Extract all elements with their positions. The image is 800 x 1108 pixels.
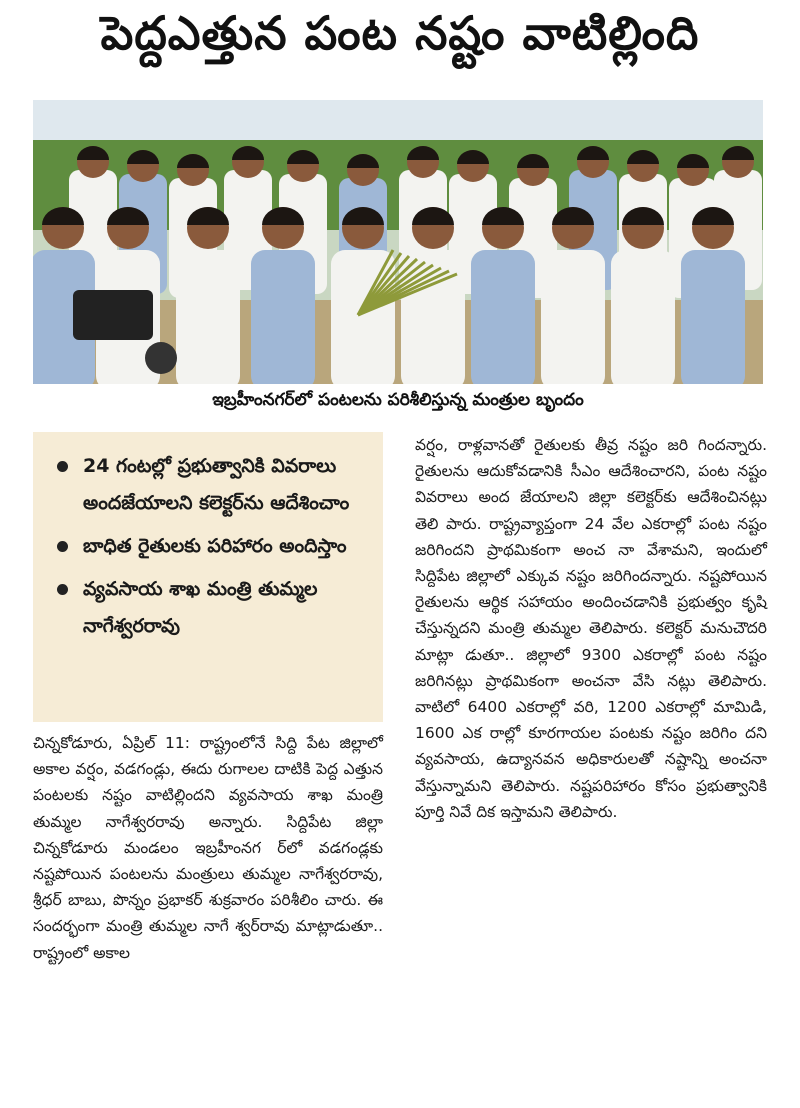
bullet-icon [57,584,68,595]
bullet-icon [57,461,68,472]
person-body [541,250,605,384]
bullet-icon [57,541,68,552]
person-body [331,250,395,384]
person-body [611,250,675,384]
highlight-item: 24 గంటల్లో ప్రభుత్వానికి వివరాలు అందజేయాలని కలెక్టర్‌ను ఆదేశించాం [55,448,367,522]
person-body [471,250,535,384]
camera-lens-icon [145,342,177,374]
highlights-box [33,432,383,722]
article-text: వర్షం, రాళ్లవానతో రైతులకు తీవ్ర నష్టం జరి గిందన్నారు. రైతులను ఆదుకోవడానికి సీఎం ఆదేశించారని, పంట నష్టం వివరాలు అంద జేయాలని జిల్లా కలెక్టర్‌కు ఆదేశించినట్లు తెలి పారు. రాష్ట్రవ్యాప్తంగా 24 వేల ఎకరాల్లో పంట నష్టం జరిగిందని ప్రాథమికంగా అంచ నా వేశామని, ఇందులో సిద్దిపేట జిల్లాలో ఎక్కువ నష్టం జరిగిందన్నారు. నష్టపోయిన రైతులను ఆర్థిక సహాయం అందించడానికి ప్రభుత్వం కృషి చేస్తున్నదని మంత్రి తుమ్మల తెలిపారు. కలెక్టర్ మనుచౌదరి మాట్లా డుతూ.. జిల్లాలో 9300 ఎకరాల్లో పంట నష్టం జరిగినట్లు ప్రాథమికంగా అంచనా వేసి నట్లు తెలిపారు. వాటిలో 6400 ఎకరాల్లో వరి, 1200 ఎకరాల్లో మామిడి, 1600 ఎక రాల్లో కూరగాయల పంటకు నష్టం జరిగిం దని వ్యవసాయ, ఉద్యానవన అధికారులతో నష్టాన్ని అంచనా వేస్తున్నామని తెలిపారు. నష్టపరిహారం కోసం ప్రభుత్వానికి పూర్తి నివే దిక ఇస్తామని తెలిపారు. [415,436,767,821]
news-photo [33,100,763,384]
person-body [251,250,315,384]
camera-icon [73,290,153,340]
person-body [681,250,745,384]
person-body [401,250,465,384]
article-text: చిన్నకోడూరు, ఏప్రిల్ 11: రాష్ట్రంలోనే సిద్ది పేట జిల్లాలో అకాల వర్షం, వడగండ్లు, ఈదు రుగాలల దాటికి పెద్ద ఎత్తున పంటలకు నష్టం వాటిల్లిందని వ్యవసాయ శాఖ మంత్రి తుమ్మల నాగేశ్వరరావు అన్నారు. సిద్దిపేట జిల్లా చిన్నకోడూరు మండలం ఇబ్రహీంనగ ర్‌లో వడగండ్లకు నష్టపోయిన పంటలను మంత్రులు తుమ్మల నాగేశ్వరరావు, శ్రీధర్ బాబు, పొన్నం ప్రభాకర్ శుక్రవారం పరిశీలిం చారు. ఈ సందర్భంగా మంత్రి తుమ్మల నాగే శ్వర్‌రావు మాట్లాడుతూ.. రాష్ట్రంలో అకాల [33,734,383,962]
person-body [176,250,240,384]
headline: పెద్దఎత్తున పంట నష్టం వాటిల్లింది [100,6,700,60]
crowd-illustration [33,100,763,384]
photo-caption: ఇబ్రహీంనగర్‌లో పంటలను పరిశీలిస్తున్న మంత్రుల బృందం [212,390,584,410]
article-column-left [33,730,383,966]
highlight-item: వ్యవసాయ శాఖ మంత్రి తుమ్మల నాగేశ్వరరావు [55,571,367,645]
highlight-item: బాధిత రైతులకు పరిహారం అందిస్తాం [55,528,367,565]
article-column-right [415,432,767,825]
